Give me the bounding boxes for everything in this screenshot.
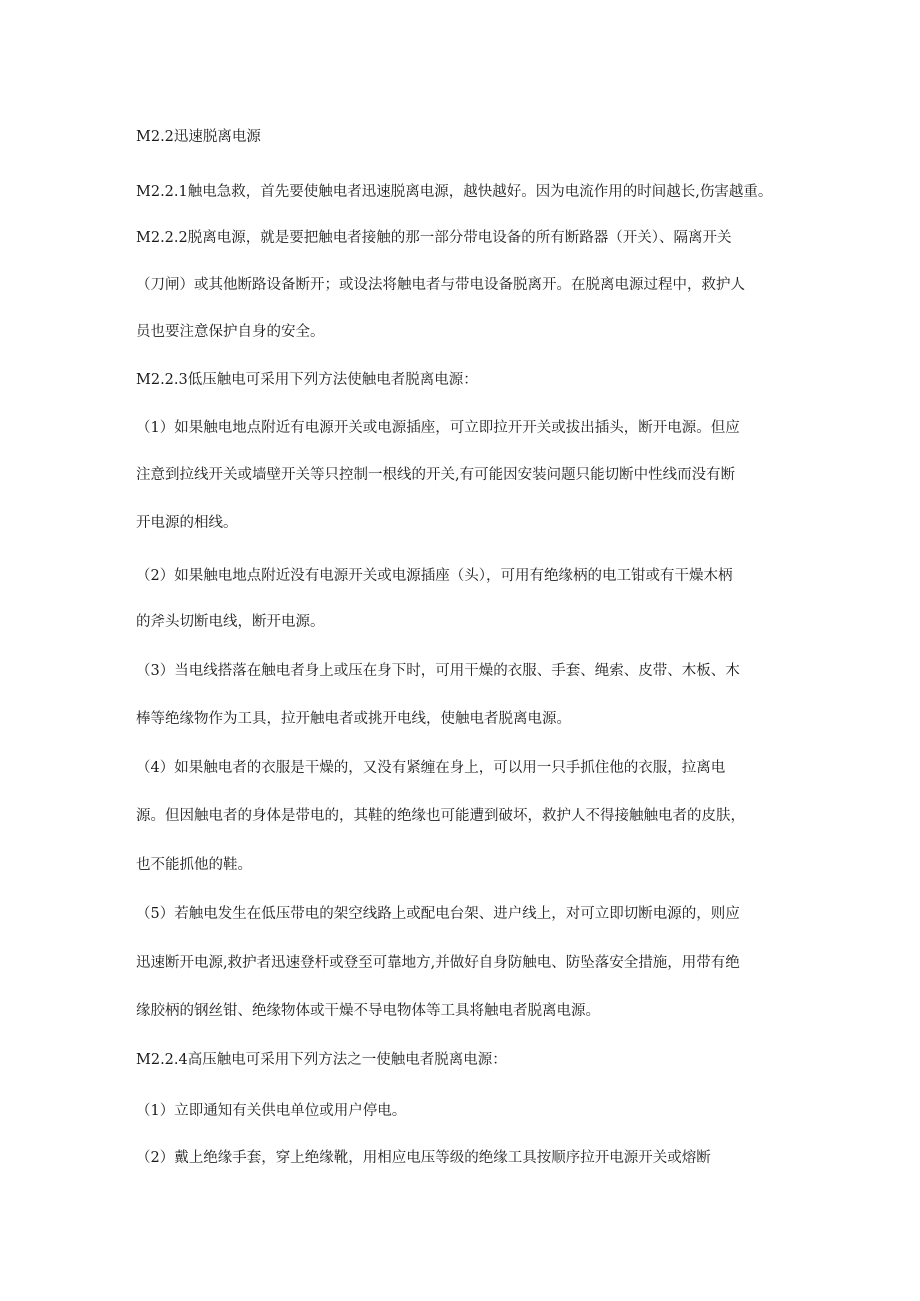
paragraph-line: （2）戴上绝缘手套，穿上绝缘靴，用相应电压等级的绝缘工具按顺序拉开电源开关或熔断 (136, 1150, 711, 1166)
paragraph-line: （2）如果触电地点附近没有电源开关或电源插座（头），可用有绝缘柄的电工钳或有干燥木柄 (136, 568, 733, 584)
section-heading: M2.2.4高压触电可采用下列方法之一使触电者脱离电源： (136, 1052, 507, 1068)
paragraph-line: 员也要注意保护自身的安全。 (136, 324, 325, 340)
paragraph-line: 注意到拉线开关或墙壁开关等只控制一根线的开关,有可能因安装问题只能切断中性线而没有断 (136, 467, 736, 483)
paragraph-line: （1）如果触电地点附近有电源开关或电源插座，可立即拉开开关或拔出插头，断开电源。但应 (136, 420, 740, 436)
paragraph-line: M2.2.1触电急救，首先要使触电者迅速脱离电源，越快越好。因为电流作用的时间越长,伤害越重。 (136, 184, 773, 200)
paragraph-line: M2.2.3低压触电可采用下列方法使触电者脱离电源： (136, 372, 478, 388)
paragraph-line: M2.2.2脱离电源，就是要把触电者接触的那一部分带电设备的所有断路器（开关）、隔离开关 (136, 230, 732, 246)
paragraph-line: （3）当电线搭落在触电者身上或压在身下时，可用干燥的衣服、手套、绳索、皮带、木板、木 (136, 663, 740, 679)
paragraph-line: 也不能抓他的鞋。 (136, 857, 252, 873)
paragraph-line: （4）如果触电者的衣服是干燥的，又没有紧缠在身上，可以用一只手抓住他的衣服，拉离电 (136, 760, 726, 776)
paragraph-line: 迅速断开电源,救护者迅速登杆或登至可靠地方,并做好自身防触电、防坠落安全措施，用带有绝 (136, 955, 740, 971)
paragraph-line: （5）若触电发生在低压带电的架空线路上或配电台架、进户线上，对可立即切断电源的，则应 (136, 906, 740, 922)
paragraph-line: 棒等绝缘物作为工具，拉开触电者或挑开电线，使触电者脱离电源。 (136, 711, 571, 727)
paragraph-line: 的斧头切断电线，断开电源。 (136, 614, 325, 630)
paragraph-line: （刀闸）或其他断路设备断开；或设法将触电者与带电设备脱离开。在脱离电源过程中，救护人 (136, 277, 745, 293)
paragraph-line: 缘胶柄的钢丝钳、绝缘物体或干燥不导电物体等工具将触电者脱离电源。 (136, 1003, 600, 1019)
paragraph-line: 开电源的相线。 (136, 515, 238, 531)
paragraph-line: （1）立即通知有关供电单位或用户停电。 (136, 1103, 407, 1119)
paragraph-line: 源。但因触电者的身体是带电的，其鞋的绝缘也可能遭到破坏，救护人不得接触触电者的皮肤， (136, 808, 745, 824)
section-heading: M2.2迅速脱离电源 (136, 129, 261, 145)
